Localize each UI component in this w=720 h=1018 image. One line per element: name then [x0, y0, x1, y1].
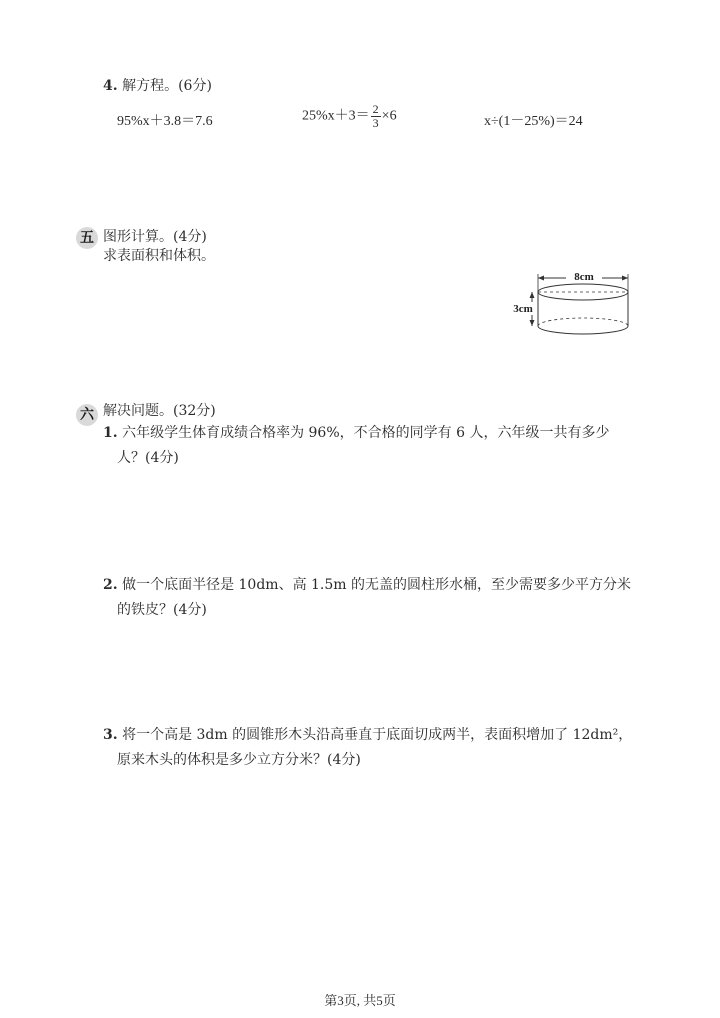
cylinder-figure [500, 266, 640, 346]
height-arrow-top [530, 292, 535, 298]
question-1-text: 六年级学生体育成绩合格率为 96%，不合格的同学有 6 人，六年级一共有多少 [122, 425, 610, 441]
equation-2-right: ×6 [381, 108, 397, 124]
height-label: 3cm [513, 303, 533, 315]
question-1-number: 1. [103, 425, 118, 441]
height-arrow-bottom [530, 320, 535, 326]
cylinder-bottom-front-arc [538, 326, 628, 334]
question-2-number: 2. [103, 577, 118, 593]
question-3-number: 3. [103, 727, 118, 743]
question-2-line-1 [103, 575, 631, 595]
section-5-instruction: 求表面积和体积。 [103, 248, 215, 264]
section-4-title: 解方程。(6分) [122, 78, 212, 94]
fraction-denominator: 3 [372, 116, 379, 130]
equation-2 [302, 103, 397, 130]
section-6-title: 解决问题。(32分) [103, 403, 216, 419]
diameter-arrow-right [622, 276, 628, 281]
equation-2-fraction [371, 103, 381, 130]
section-5-title: 图形计算。(4分) [103, 229, 207, 245]
section-5-badge: 五 [76, 227, 98, 249]
diameter-arrow-left [538, 276, 544, 281]
page-footer: 第3页, 共5页 [324, 993, 396, 1008]
question-1-line-1 [103, 423, 609, 443]
equation-3: x÷(1－25%)＝24 [484, 114, 583, 129]
question-1-line-2: 人？(4分) [117, 450, 179, 466]
diameter-label: 8cm [574, 271, 594, 283]
fraction-numerator: 2 [372, 102, 379, 116]
cylinder-bottom-hidden-arc [538, 318, 628, 326]
question-2-text: 做一个底面半径是 10dm、高 1.5m 的无盖的圆柱形水桶，至少需要多少平方分米 [122, 577, 632, 593]
question-2-line-2: 的铁皮？(4分) [117, 602, 207, 618]
equation-1: 95%x＋3.8＝7.6 [117, 114, 213, 129]
question-3-line-2: 原来木头的体积是多少立方分米？(4分) [117, 752, 361, 768]
question-3-line-1 [103, 725, 632, 745]
section-4-number: 4. [103, 78, 118, 94]
section-4-heading [103, 76, 212, 96]
section-6-badge: 六 [76, 404, 98, 426]
question-3-text: 将一个高是 3dm 的圆锥形木头沿高垂直于底面切成两半，表面积增加了 12dm²， [122, 727, 633, 743]
equation-2-left: 25%x＋3＝ [302, 108, 370, 124]
